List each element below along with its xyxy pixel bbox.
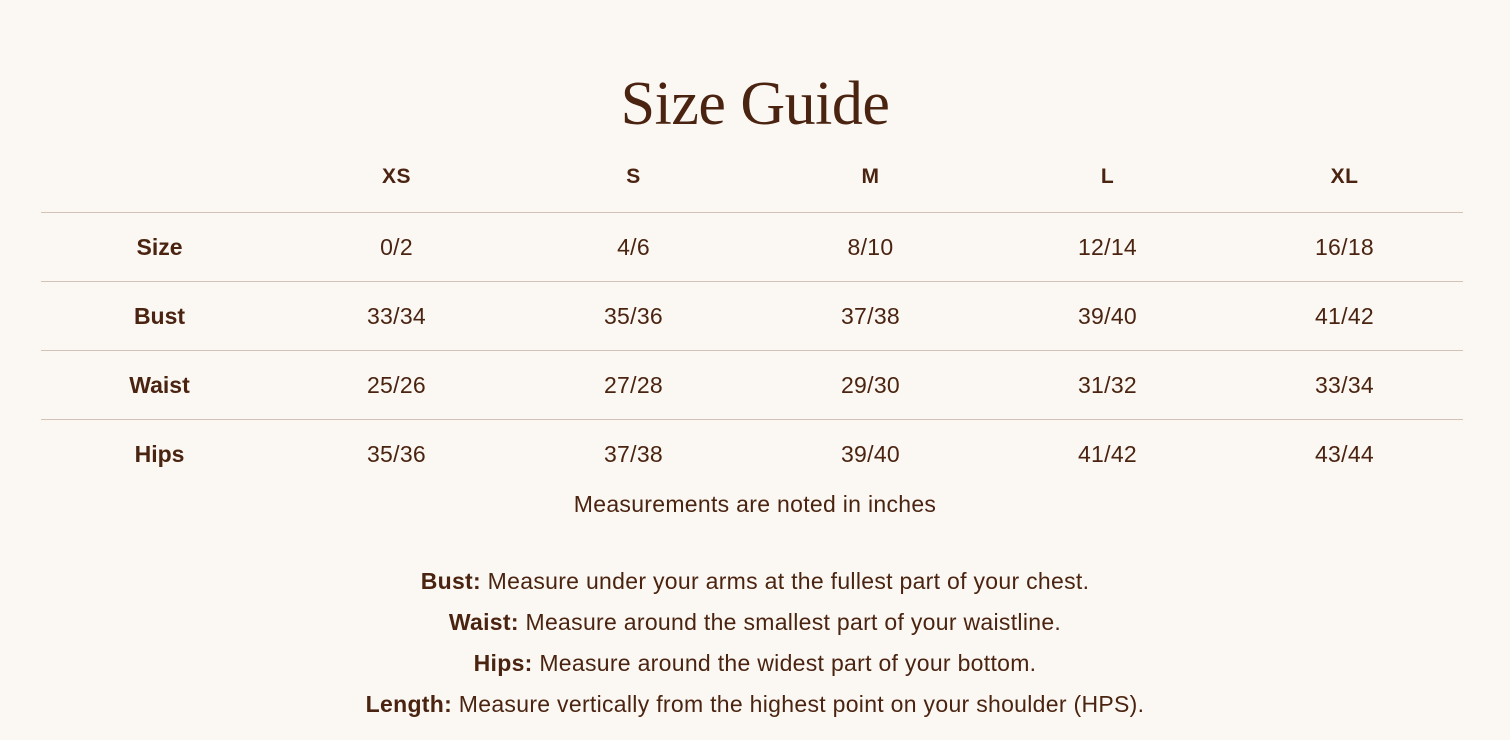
size-column-header: L [1100, 165, 1115, 188]
table-cell: 31/32 [1077, 371, 1138, 398]
instruction-waist [0, 605, 1510, 646]
instruction-text: Measure around the widest part of your bottom. [532, 650, 1037, 676]
table-cell: 8/10 [847, 233, 894, 260]
table-cell: 27/28 [603, 371, 664, 398]
table-row-bust [41, 282, 1463, 351]
instruction-term: Waist: [448, 609, 519, 635]
table-cell: 29/30 [840, 371, 901, 398]
table-cell: 33/34 [1314, 371, 1375, 398]
instruction-term: Bust: [420, 568, 481, 594]
table-cell: 25/26 [366, 371, 427, 398]
instruction-text: Measure vertically from the highest point on your shoulder (HPS). [452, 691, 1145, 717]
page-title: Size Guide [620, 69, 890, 138]
table-cell: 33/34 [366, 302, 427, 329]
row-label: Size [136, 233, 183, 260]
table-cell: 37/38 [840, 302, 901, 329]
table-cell: 41/42 [1314, 302, 1375, 329]
table-cell: 43/44 [1314, 440, 1375, 467]
measuring-instructions [0, 564, 1510, 728]
table-row-hips [41, 420, 1463, 489]
size-column-header: M [861, 165, 880, 188]
row-label: Bust [133, 302, 186, 329]
header-corner [41, 142, 278, 213]
instruction-text: Measure around the smallest part of your waistline. [518, 609, 1062, 635]
table-cell: 41/42 [1077, 440, 1138, 467]
instruction-bust [0, 564, 1510, 605]
size-column-header: S [626, 165, 641, 188]
measurement-units-note: Measurements are noted in inches [573, 491, 937, 517]
size-column-header: XL [1330, 165, 1359, 188]
size-chart-table [41, 142, 1463, 489]
table-cell: 37/38 [603, 440, 664, 467]
table-row-waist [41, 351, 1463, 420]
size-column-header: XS [381, 165, 411, 188]
instruction-term: Length: [365, 691, 453, 717]
table-cell: 39/40 [1077, 302, 1138, 329]
table-cell: 0/2 [380, 233, 413, 260]
table-cell: 39/40 [840, 440, 901, 467]
instruction-length [0, 687, 1510, 728]
row-label: Waist [129, 371, 190, 398]
table-cell: 35/36 [366, 440, 427, 467]
table-cell: 4/6 [617, 233, 650, 260]
size-header-row [41, 142, 1463, 213]
instruction-text: Measure under your arms at the fullest part of your chest. [480, 568, 1090, 594]
table-cell: 16/18 [1314, 233, 1375, 260]
table-cell: 12/14 [1077, 233, 1138, 260]
table-cell: 35/36 [603, 302, 664, 329]
row-label: Hips [134, 440, 185, 467]
instruction-hips [0, 646, 1510, 687]
table-row-size [41, 213, 1463, 282]
instruction-term: Hips: [473, 650, 533, 676]
